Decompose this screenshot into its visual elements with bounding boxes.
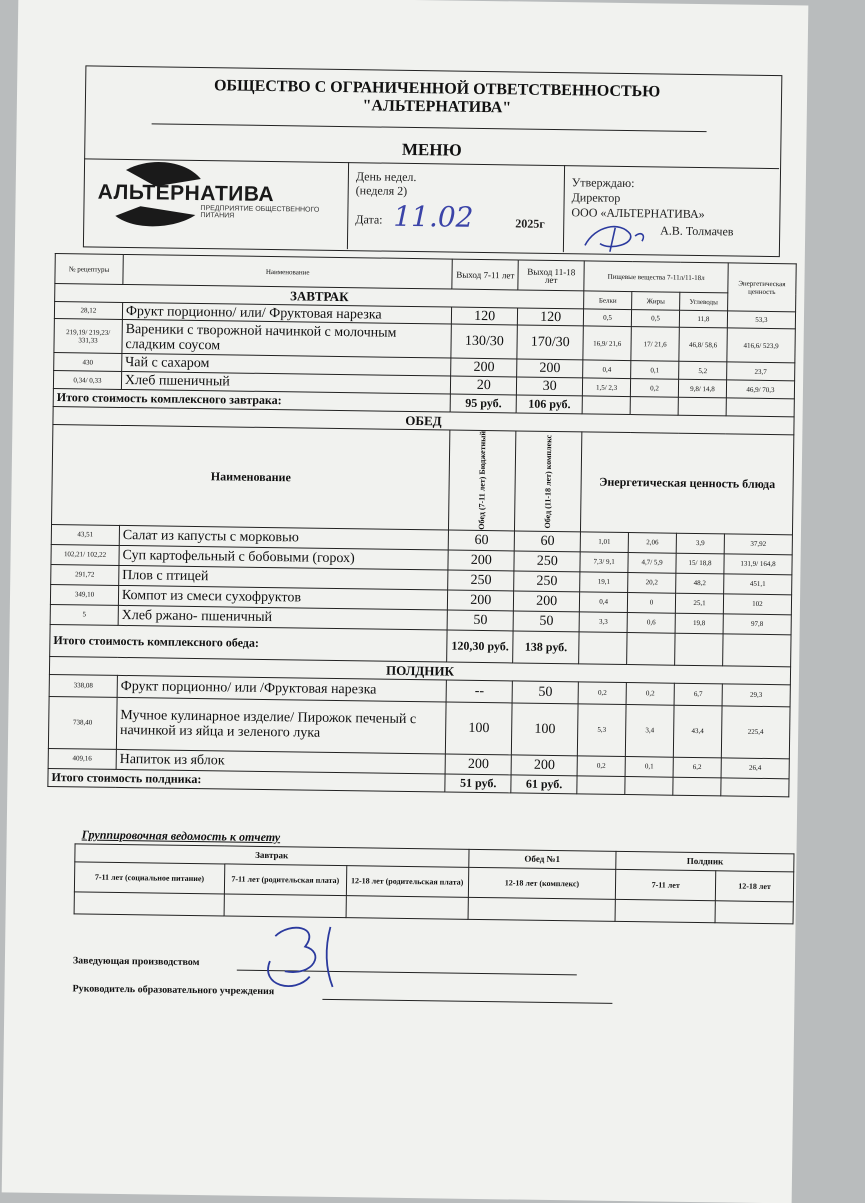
day-label: День недел.: [355, 169, 417, 185]
production-signature: [254, 916, 345, 997]
protein: 19,1: [580, 572, 628, 593]
carbs: 6,2: [673, 757, 721, 778]
date-label: Дата:: [355, 212, 383, 227]
energy: 29,3: [722, 684, 790, 707]
recipe-code: 0,34/ 0,33: [53, 371, 121, 390]
portion-7-11: 250: [448, 570, 514, 591]
portion-7-11: 60: [448, 530, 514, 551]
col-header-protein: Белки: [584, 291, 632, 310]
carbs: 6,7: [674, 683, 722, 706]
report-cell: [346, 896, 468, 920]
portion-11-18: 50: [513, 611, 579, 632]
signature-line: [322, 999, 612, 1004]
fat: 20,2: [628, 572, 676, 593]
fat: 0,1: [631, 361, 679, 380]
report-cell: [468, 897, 616, 921]
menu-table: [47, 253, 796, 797]
report-cell: [224, 894, 346, 918]
protein: 1,5/ 2,3: [583, 378, 631, 397]
lunch-col-header-7-11: Обед (7-11 лет) Бюджетный: [477, 430, 488, 530]
breakfast-total-7-11: 95 руб.: [450, 394, 516, 413]
dish-name: Хлеб пшеничный: [121, 371, 451, 394]
report-lunch: Обед №1: [468, 849, 616, 869]
energy: 23,7: [727, 362, 795, 381]
portion-11-18: 30: [517, 377, 583, 396]
energy: 131,9/ 164,8: [724, 554, 792, 575]
dish-name: Фрукт порционно/ или/ Фруктовая нарезка: [122, 302, 452, 324]
report-col-4: 12-18 лет (комплекс): [468, 867, 616, 899]
recipe-code: 738,40: [48, 696, 117, 749]
col-header-name: Наименование: [123, 254, 453, 289]
portion-7-11: 100: [446, 702, 513, 755]
recipe-code: 102,21/ 102,22: [51, 544, 119, 565]
dish-name: Напиток из яблок: [116, 749, 446, 774]
protein: 0,2: [577, 756, 625, 777]
report-title: Группировочная ведомость к отчету: [81, 827, 281, 845]
snack-title: ПОЛДНИК: [49, 656, 790, 684]
recipe-code: 291,72: [51, 564, 119, 585]
breakfast-total-11-18: 106 руб.: [516, 395, 582, 414]
col-header-out-7-11: Выход 7-11 лет: [452, 259, 518, 290]
report-cell: [74, 892, 224, 916]
portion-11-18: 50: [512, 681, 578, 704]
protein: 0,2: [578, 682, 626, 705]
col-header-carbs: Углеводы: [680, 292, 728, 311]
dish-name: Чай с сахаром: [122, 353, 452, 376]
recipe-code: 43,51: [51, 524, 119, 545]
portion-7-11: 20: [451, 376, 517, 395]
org-line-1: ОБЩЕСТВО С ОГРАНИЧЕННОЙ ОТВЕТСТВЕННОСТЬЮ: [213, 77, 661, 101]
dish-name: Суп картофельный с бобовыми (горох): [119, 545, 449, 570]
lunch-col-header-11-18: Обед (11-18 лет) комплекс: [543, 434, 554, 529]
recipe-code: 338,08: [49, 674, 117, 697]
report-col-3: 12-18 лет (родительская плата): [346, 866, 468, 898]
breakfast-title: ЗАВТРАК: [55, 284, 584, 309]
dish-name: Салат из капусты с морковью: [119, 525, 449, 550]
report-col-1: 7-11 лет (социальное питание): [74, 862, 224, 894]
fat: 2,06: [628, 532, 676, 553]
col-header-energy: Энергетическая ценность: [728, 263, 797, 312]
carbs: 19,8: [675, 613, 723, 634]
protein: 16,9/ 21,6: [583, 326, 631, 361]
portion-11-18: 120: [518, 308, 584, 326]
portion-7-11: 120: [452, 307, 518, 325]
carbs: 11,8: [679, 310, 727, 328]
protein: 1,01: [580, 532, 628, 553]
approve-line-2: Директор: [571, 190, 621, 205]
col-header-nutrients: Пищевые вещества 7-11л/11-18л: [584, 261, 728, 293]
approve-line-1: Утверждаю:: [571, 175, 635, 191]
logo-subtitle: ПРЕДПРИЯТИЕ ОБЩЕСТВЕННОГО ПИТАНИЯ: [200, 205, 320, 220]
year: 2025г: [515, 216, 545, 231]
dish-name: Вареники с творожной начинкой с молочным сладким соусом: [122, 319, 452, 358]
col-header-recipe: № рецептуры: [55, 254, 123, 285]
dish-name: Мучное кулинарное изделие/ Пирожок печеный с начинкой из яйца и зеленого лука: [116, 697, 446, 754]
fat: 4,7/ 5,9: [628, 552, 676, 573]
week-label: (неделя 2): [355, 183, 408, 198]
energy: 97,8: [723, 614, 791, 635]
energy: 225,4: [721, 706, 790, 759]
portion-11-18: 100: [512, 703, 579, 756]
portion-11-18: 200: [514, 591, 580, 612]
fat: 0,1: [625, 756, 673, 777]
report-breakfast: Завтрак: [75, 844, 469, 867]
protein: 3,3: [579, 612, 627, 633]
lunch-total-7-11: 120,30 руб.: [447, 630, 513, 663]
menu-title: МЕНЮ: [401, 139, 462, 160]
head-signature-label: Руководитель образовательного учреждения: [72, 983, 275, 998]
report-col-5: 7-11 лет: [616, 869, 716, 900]
lunch-total-label: Итого стоимость комплексного обеда:: [50, 624, 448, 662]
logo-text: АЛЬТЕРНАТИВА: [97, 180, 275, 207]
portion-7-11: 130/30: [451, 324, 517, 359]
recipe-code: 430: [54, 353, 122, 372]
report-col-6: 12-18 лет: [715, 871, 793, 902]
fat: 0: [627, 592, 675, 613]
fat: 0,2: [626, 682, 674, 705]
protein: 7,3/ 9,1: [580, 552, 628, 573]
fat: 0,5: [631, 310, 679, 328]
snack-total-11-18: 61 руб.: [511, 775, 577, 794]
report-snack: Полдник: [616, 851, 794, 871]
protein: 0,5: [584, 309, 632, 327]
carbs: 15/ 18,8: [676, 553, 724, 574]
fat: 0,2: [630, 379, 678, 398]
portion-7-11: 200: [448, 590, 514, 611]
recipe-code: 219,19/ 219,23/ 331,33: [54, 319, 122, 354]
carbs: 43,4: [673, 705, 722, 758]
carbs: 46,8/ 58,6: [679, 327, 727, 362]
breakfast-total-label: Итого стоимость комплексного завтрака:: [53, 389, 450, 413]
protein: 0,4: [580, 592, 628, 613]
recipe-code: 349,10: [50, 584, 118, 605]
lunch-col-header-energy: Энергетическая ценность блюда: [581, 432, 794, 535]
snack-total-7-11: 51 руб.: [445, 774, 511, 793]
report-cell: [615, 899, 715, 922]
fat: 0,6: [627, 612, 675, 633]
portion-7-11: 200: [445, 754, 511, 775]
director-name: А.В. Толмачев: [660, 223, 734, 239]
recipe-code: 28,12: [54, 302, 122, 320]
protein: 5,3: [577, 704, 626, 757]
portion-7-11: 50: [447, 610, 513, 631]
dish-name: Фрукт порционно/ или /Фруктовая нарезка: [117, 675, 447, 702]
fat: 3,4: [625, 704, 674, 757]
lunch-col-header-name: Наименование: [52, 424, 451, 529]
energy: 416,6/ 523,9: [727, 328, 795, 363]
energy: 53,3: [727, 311, 795, 329]
energy: 102: [723, 594, 791, 615]
portion-11-18: 200: [511, 755, 577, 776]
carbs: 48,2: [676, 573, 724, 594]
lunch-title: ОБЕД: [53, 406, 794, 434]
menu-document: [2, 0, 809, 1203]
report-cell: [715, 901, 793, 924]
recipe-code: 5: [50, 604, 118, 625]
lunch-total-11-18: 138 руб.: [513, 631, 579, 664]
portion-11-18: 250: [514, 571, 580, 592]
dish-name: Хлеб ржано- пшеничный: [118, 605, 448, 630]
col-header-out-11-18: Выход 11-18 лет: [518, 260, 584, 291]
report-table: [74, 843, 795, 924]
energy: 451,1: [724, 574, 792, 595]
fat: 17/ 21,6: [631, 327, 679, 362]
col-header-fat: Жиры: [632, 292, 680, 311]
portion-7-11: --: [446, 680, 512, 703]
dish-name: Плов с птицей: [119, 565, 449, 590]
production-signature-label: Заведующая производством: [72, 955, 200, 969]
carbs: 3,9: [676, 533, 724, 554]
recipe-code: 409,16: [48, 748, 116, 769]
handwritten-date: 11.02: [393, 199, 474, 234]
portion-11-18: 200: [517, 359, 583, 378]
carbs: 5,2: [679, 361, 727, 380]
approve-line-3: ООО «АЛЬТЕРНАТИВА»: [571, 205, 705, 222]
header-row: [52, 424, 794, 534]
snack-total-label: Итого стоимость полдника:: [48, 768, 445, 792]
energy: 26,4: [721, 758, 789, 779]
report-col-2: 7-11 лет (родительская плата): [224, 864, 346, 896]
energy: 37,92: [724, 534, 792, 555]
director-signature: [580, 215, 651, 256]
protein: 0,4: [583, 360, 631, 379]
portion-11-18: 170/30: [517, 325, 583, 360]
portion-11-18: 250: [514, 551, 580, 572]
energy: 46,9/ 70,3: [726, 380, 794, 399]
portion-7-11: 200: [448, 550, 514, 571]
carbs: 25,1: [675, 593, 723, 614]
dish-name: Компот из смеси сухофруктов: [118, 585, 448, 610]
org-line-2: "АЛЬТЕРНАТИВА": [362, 97, 512, 117]
carbs: 9,8/ 14,8: [678, 379, 726, 398]
portion-7-11: 200: [451, 358, 517, 377]
portion-11-18: 60: [514, 531, 580, 552]
